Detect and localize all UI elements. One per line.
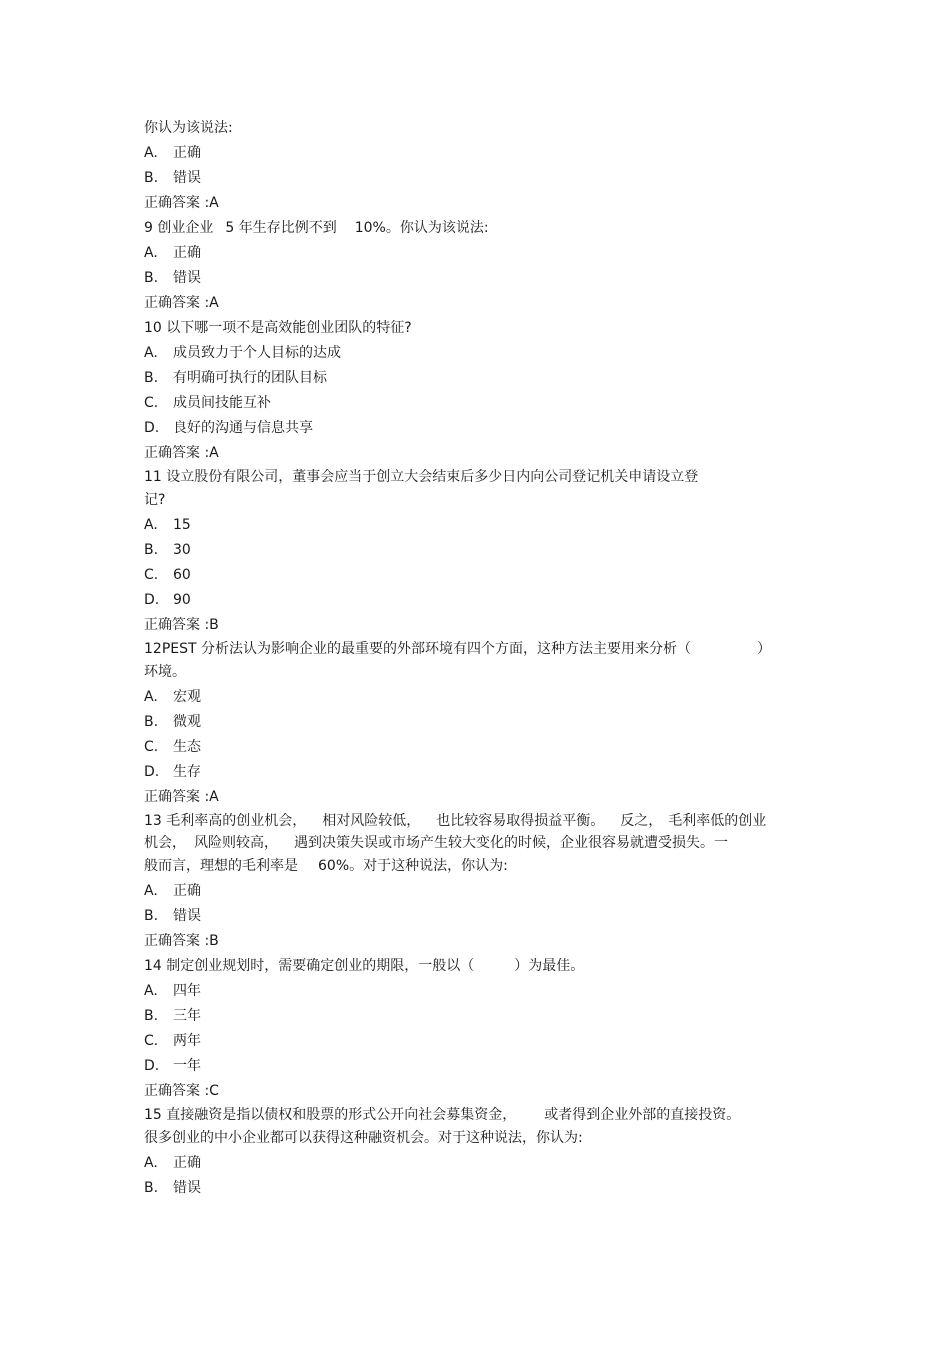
option-text: 生存 bbox=[173, 764, 201, 780]
option-letter: A. bbox=[144, 689, 158, 705]
answer-12: 正确答案 :A bbox=[144, 789, 219, 805]
question-9-part2: 5 年生存比例不到 bbox=[225, 220, 337, 236]
option-a bbox=[144, 685, 824, 710]
option-a bbox=[144, 979, 824, 1004]
option-d bbox=[144, 760, 824, 785]
question-15-line1 bbox=[144, 1104, 824, 1126]
option-letter: A. bbox=[144, 883, 158, 899]
question-12-line2: 环境。 bbox=[144, 664, 186, 680]
question-14 bbox=[144, 954, 824, 979]
option-text: 有明确可执行的团队目标 bbox=[173, 370, 327, 386]
option-text: 错误 bbox=[173, 908, 201, 924]
question-9-part3: 10%。你认为该说法: bbox=[354, 220, 489, 236]
option-letter: A. bbox=[144, 1155, 158, 1171]
option-b bbox=[144, 710, 824, 735]
question-12-line1 bbox=[144, 638, 824, 660]
option-b bbox=[144, 538, 824, 563]
question-11-line2: 记? bbox=[144, 492, 166, 508]
option-text: 错误 bbox=[173, 270, 201, 286]
option-letter: D. bbox=[144, 1058, 160, 1074]
option-c bbox=[144, 1029, 824, 1054]
option-letter: B. bbox=[144, 908, 159, 924]
option-text: 错误 bbox=[173, 1180, 201, 1196]
option-text: 微观 bbox=[173, 714, 201, 730]
option-text: 生态 bbox=[173, 739, 201, 755]
option-text: 四年 bbox=[173, 983, 201, 999]
q13-seg: 相对风险较低， bbox=[322, 813, 421, 829]
q13-seg: 13 毛利率高的创业机会， bbox=[144, 813, 307, 829]
option-b bbox=[144, 166, 824, 191]
q13-seg: 机会， bbox=[144, 835, 186, 851]
q14-seg: ）为最佳。 bbox=[514, 958, 585, 974]
option-b bbox=[144, 1176, 824, 1201]
option-text: 一年 bbox=[173, 1058, 201, 1074]
q13-seg: 反之， bbox=[620, 813, 663, 829]
answer-8: 正确答案 :A bbox=[144, 195, 219, 211]
answer-11: 正确答案 :B bbox=[144, 617, 219, 633]
option-text: 宏观 bbox=[173, 689, 201, 705]
option-letter: A. bbox=[144, 983, 158, 999]
option-letter: B. bbox=[144, 170, 159, 186]
option-d bbox=[144, 588, 824, 613]
q13-seg: 风险则较高， bbox=[194, 835, 278, 851]
question-8-tail: 你认为该说法: bbox=[144, 120, 233, 136]
option-letter: D. bbox=[144, 420, 160, 436]
question-13-line1 bbox=[144, 810, 824, 832]
option-c bbox=[144, 391, 824, 416]
option-letter: B. bbox=[144, 270, 159, 286]
option-b bbox=[144, 266, 824, 291]
option-letter: B. bbox=[144, 370, 159, 386]
option-text: 两年 bbox=[173, 1033, 201, 1049]
option-text: 正确 bbox=[173, 145, 201, 161]
option-text: 90 bbox=[173, 592, 191, 608]
question-11-line1: 11 设立股份有限公司，董事会应当于创立大会结束后多少日内向公司登记机关申请设立登 bbox=[144, 469, 699, 485]
option-text: 15 bbox=[173, 517, 191, 533]
option-letter: D. bbox=[144, 764, 160, 780]
option-c bbox=[144, 735, 824, 760]
option-b bbox=[144, 366, 824, 391]
option-d bbox=[144, 1054, 824, 1079]
option-text: 成员间技能互补 bbox=[173, 395, 271, 411]
question-15-line2: 很多创业的中小企业都可以获得这种融资机会。对于这种说法，你认为: bbox=[144, 1130, 583, 1146]
q14-seg: 14 制定创业规划时，需要确定创业的期限，一般以（ bbox=[144, 958, 475, 974]
option-letter: B. bbox=[144, 1008, 159, 1024]
option-text: 正确 bbox=[173, 245, 201, 261]
option-text: 正确 bbox=[173, 1155, 201, 1171]
option-letter: B. bbox=[144, 1180, 159, 1196]
option-text: 正确 bbox=[173, 883, 201, 899]
option-b bbox=[144, 904, 824, 929]
q13-seg: 60%。对于这种说法，你认为: bbox=[318, 858, 508, 874]
exam-page bbox=[144, 116, 824, 1201]
option-c bbox=[144, 563, 824, 588]
option-text: 错误 bbox=[173, 170, 201, 186]
q15-seg: 或者得到企业外部的直接投资。 bbox=[544, 1107, 741, 1123]
option-text: 60 bbox=[173, 567, 191, 583]
option-a bbox=[144, 1151, 824, 1176]
question-13-line2 bbox=[144, 832, 824, 854]
option-letter: B. bbox=[144, 714, 159, 730]
q13-seg: 也比较容易取得损益平衡。 bbox=[436, 813, 605, 829]
question-9 bbox=[144, 216, 824, 241]
q13-seg: 般而言，理想的毛利率是 bbox=[144, 858, 298, 874]
question-12-text: 12PEST 分析法认为影响企业的最重要的外部环境有四个方面，这种方法主要用来分析（ bbox=[144, 641, 691, 657]
q13-seg: 遇到决策失误或市场产生较大变化的时候，企业很容易就遭受损失。一 bbox=[294, 835, 728, 851]
option-a bbox=[144, 879, 824, 904]
question-10: 10 以下哪一项不是高效能创业团队的特征? bbox=[144, 320, 412, 336]
answer-9: 正确答案 :A bbox=[144, 295, 219, 311]
option-text: 良好的沟通与信息共享 bbox=[173, 420, 313, 436]
question-13-line3 bbox=[144, 854, 824, 879]
option-a bbox=[144, 513, 824, 538]
option-letter: C. bbox=[144, 567, 159, 583]
answer-14: 正确答案 :C bbox=[144, 1083, 219, 1099]
q15-seg: 15 直接融资是指以债权和股票的形式公开向社会募集资金， bbox=[144, 1107, 517, 1123]
option-a bbox=[144, 141, 824, 166]
answer-13: 正确答案 :B bbox=[144, 933, 219, 949]
option-letter: C. bbox=[144, 1033, 159, 1049]
option-d bbox=[144, 416, 824, 441]
question-12-paren-close: ） bbox=[757, 641, 771, 657]
option-b bbox=[144, 1004, 824, 1029]
option-letter: A. bbox=[144, 245, 158, 261]
option-text: 成员致力于个人目标的达成 bbox=[173, 345, 341, 361]
question-9-part1: 9 创业企业 bbox=[144, 220, 214, 236]
answer-10: 正确答案 :A bbox=[144, 445, 219, 461]
option-letter: A. bbox=[144, 517, 158, 533]
option-letter: A. bbox=[144, 145, 158, 161]
option-text: 30 bbox=[173, 542, 191, 558]
option-letter: C. bbox=[144, 739, 159, 755]
option-a bbox=[144, 341, 824, 366]
option-a bbox=[144, 241, 824, 266]
option-text: 三年 bbox=[173, 1008, 201, 1024]
option-letter: C. bbox=[144, 395, 159, 411]
option-letter: D. bbox=[144, 592, 160, 608]
option-letter: A. bbox=[144, 345, 158, 361]
q13-seg: 毛利率低的创业 bbox=[668, 813, 767, 829]
option-letter: B. bbox=[144, 542, 159, 558]
